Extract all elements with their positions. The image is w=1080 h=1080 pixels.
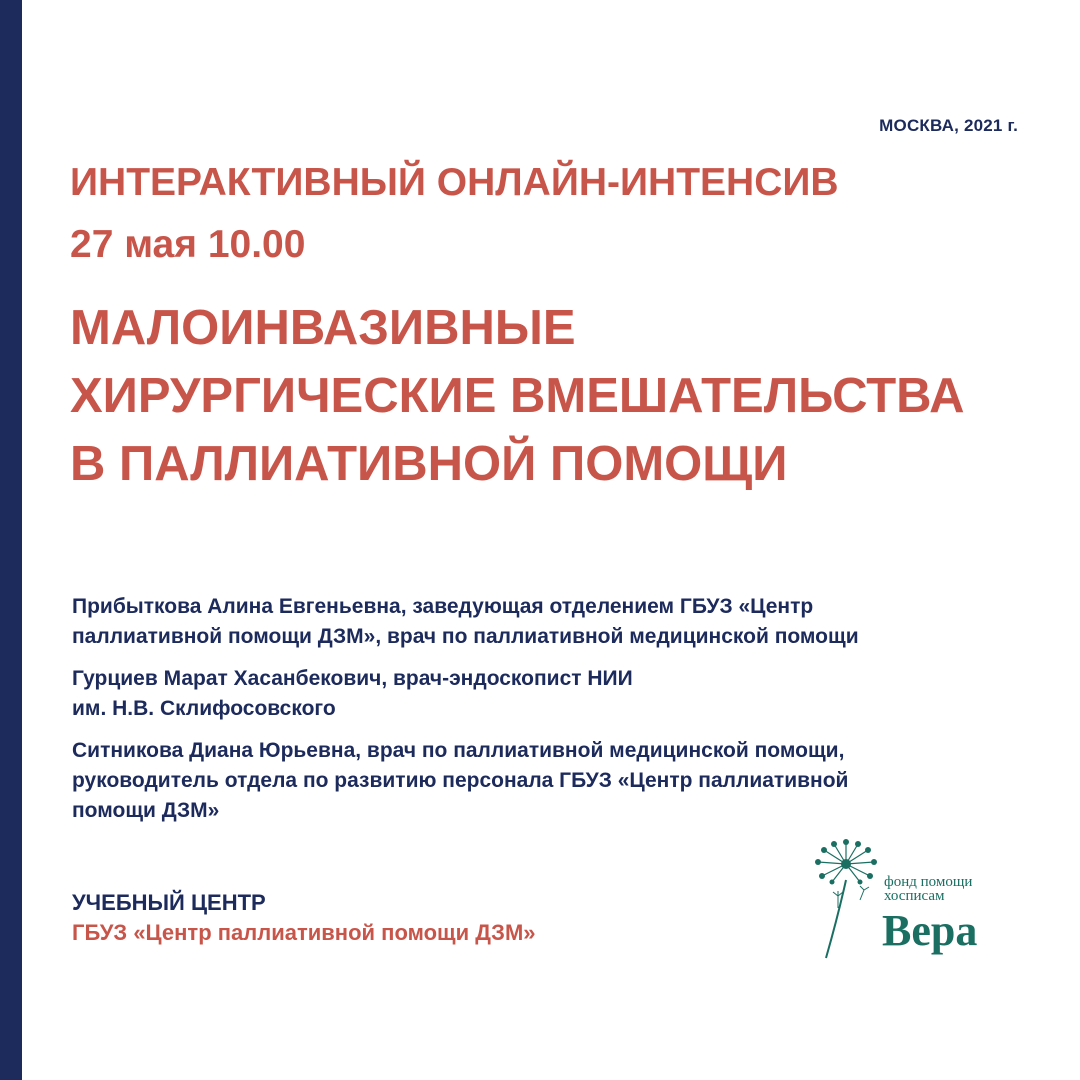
speaker-line: паллиативной помощи ДЗМ», врач по паллиативной медицинской помощи	[72, 625, 859, 648]
topic-line: ХИРУРГИЧЕСКИЕ ВМЕШАТЕЛЬСТВА	[70, 369, 965, 423]
logo-name: Вера	[882, 906, 978, 955]
event-type-heading: ИНТЕРАКТИВНЫЙ ОНЛАЙН-ИНТЕНСИВ	[70, 161, 839, 204]
speaker-line: им. Н.В. Склифосовского	[72, 697, 336, 720]
logo-caption-line: хосписам	[884, 888, 945, 904]
topic-title	[70, 294, 1060, 498]
speakers-list	[72, 592, 1052, 838]
speaker-line: Гурциев Марат Хасанбекович, врач-эндоскопист НИИ	[72, 667, 633, 690]
organizer-name: ГБУЗ «Центр паллиативной помощи ДЗМ»	[72, 920, 536, 945]
dandelion-icon	[812, 838, 882, 963]
speaker-entry	[72, 664, 1052, 724]
speaker-line: Прибыткова Алина Евгеньевна, заведующая отделением ГБУЗ «Центр	[72, 595, 814, 618]
topic-line: В ПАЛЛИАТИВНОЙ ПОМОЩИ	[70, 437, 788, 491]
speaker-line: Ситникова Диана Юрьевна, врач по паллиативной медицинской помощи,	[72, 739, 845, 762]
speaker-line: руководитель отдела по развитию персонала ГБУЗ «Центр паллиативной	[72, 769, 849, 792]
event-date: 27 мая 10.00	[70, 223, 306, 266]
speaker-line: помощи ДЗМ»	[72, 799, 220, 822]
location-date: МОСКВА, 2021 г.	[879, 116, 1018, 135]
logo-caption-line: фонд помощи	[884, 874, 973, 890]
speaker-entry	[72, 592, 1052, 652]
topic-line: МАЛОИНВАЗИВНЫЕ	[70, 301, 576, 355]
vera-logo	[812, 838, 1012, 963]
speaker-entry	[72, 736, 1052, 826]
organizer-title: УЧЕБНЫЙ ЦЕНТР	[72, 890, 266, 915]
side-stripe	[0, 0, 22, 1080]
